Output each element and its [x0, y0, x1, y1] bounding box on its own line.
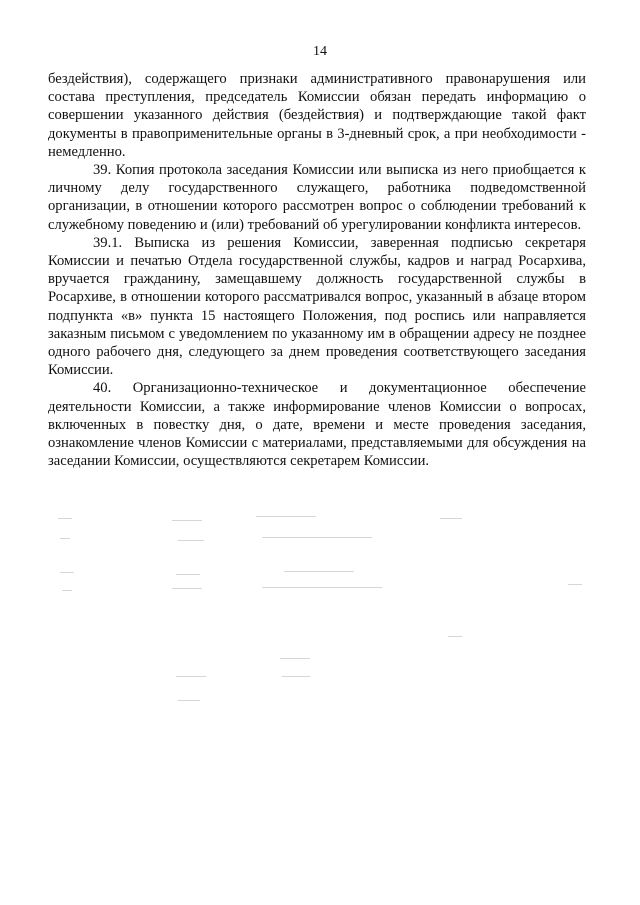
paragraph-39: 39. Копия протокола заседания Комиссии или выписка из него приобщается к личному делу государственного служащего, работника подведомственной организации, в отношении которого рассмотрен вопрос о соблюдении требований к служебному поведению и (или) требований об урегулировании конфликта интересов.: [48, 162, 586, 233]
paragraph-39-1: 39.1. Выписка из решения Комиссии, заверенная подписью секретаря Комиссии и печатью Отдела государственной службы, кадров и наград Росархива, вручается гражданину, замещавшему должность государственной службы в Росархиве, в отношении которого рассматривался вопрос, указанный в абзаце втором подпункта «в» пункта 15 настоящего Положения, под роспись или направляется заказным письмом с уведомлением по указанному им в обращении адресу не позднее одного рабочего дня, следующего за днем проведения соответствующего заседания Комиссии.: [48, 234, 586, 379]
paragraph-continuation: бездействия), содержащего признаки административного правонарушения или состава преступления, председатель Комиссии обязан передать информацию о совершении указанного действия (бездействия) и подтверждающие такой факт документы в правоприменительные органы в 3-дневный срок, а при необходимости - немедленно.: [48, 71, 586, 160]
page-number: 14: [313, 44, 327, 59]
document-body: [48, 70, 586, 470]
paragraph-40: 40. Организационно-техническое и документационное обеспечение деятельности Комиссии, а также информирование членов Комиссии о вопросах, включенных в повестку дня, о дате, времени и месте проведения заседания, ознакомление членов Комиссии с материалами, представляемыми для обсуждения на заседании Комиссии, осуществляются секретарем Комиссии.: [48, 380, 586, 470]
